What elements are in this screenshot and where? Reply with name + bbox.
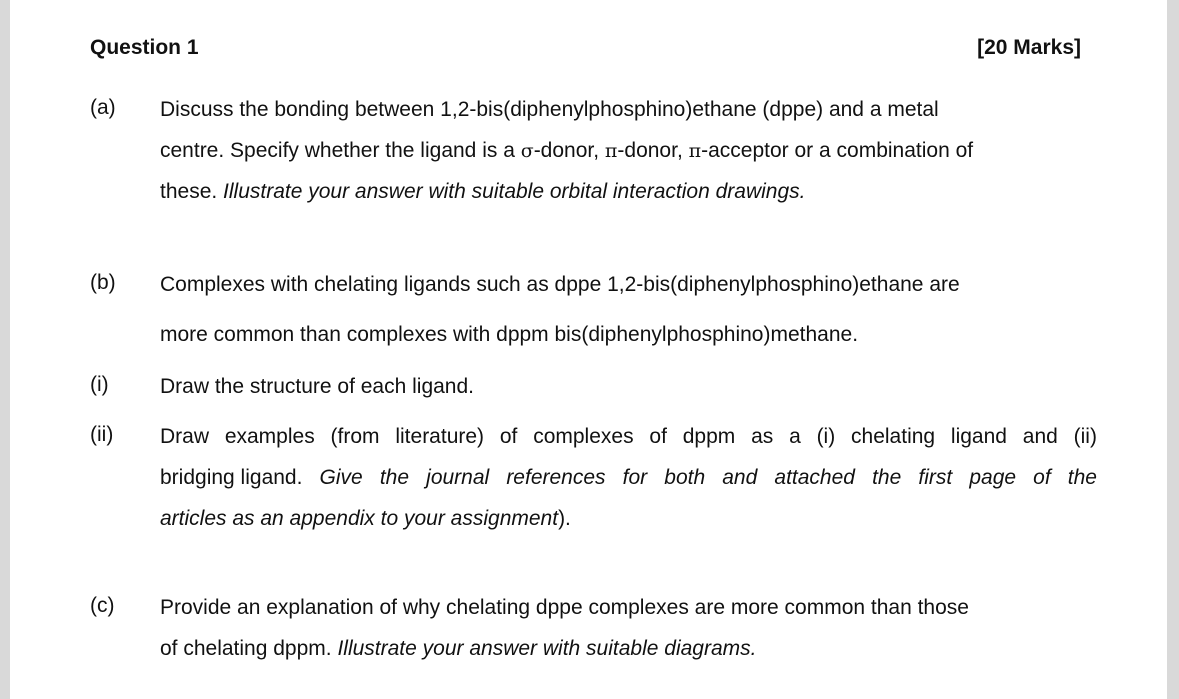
part-ii-instruction-word: the <box>872 466 902 489</box>
part-a-label: (a) <box>90 96 116 119</box>
part-b <box>90 271 1097 362</box>
part-ii-word: as <box>751 425 774 448</box>
question-header <box>90 36 1081 64</box>
part-a-line-3 <box>160 178 1097 219</box>
part-a-text <box>160 96 1097 219</box>
part-c-line-2-plain: of chelating dppm. <box>160 637 338 660</box>
part-a-instruction: Illustrate your answer with suitable orbital interaction drawings. <box>223 180 806 203</box>
part-c-instruction: Illustrate your answer with suitable diagrams. <box>337 637 757 660</box>
part-ii-word: dppm <box>682 425 736 448</box>
part-ii-word: (i) <box>816 425 836 448</box>
part-i <box>90 373 1097 414</box>
part-a-line-2-end: -acceptor or a combination of <box>701 139 974 162</box>
part-ii-word: of <box>499 425 518 448</box>
part-i-line-1: Draw the structure of each ligand. <box>160 375 474 398</box>
part-ii-instruction-word: page <box>969 466 1017 489</box>
document-page <box>10 0 1167 699</box>
part-a-line-2-donor-2: -donor, <box>617 139 689 162</box>
pi-symbol-2: π <box>688 140 702 162</box>
part-ii-instruction-end: articles as an appendix to your assignment <box>160 507 559 530</box>
question-title: Question 1 <box>90 36 199 59</box>
part-ii-label: (ii) <box>90 423 114 446</box>
question-marks: [20 Marks] <box>977 36 1081 59</box>
part-ii-word: of <box>649 425 667 448</box>
part-b-line-2: more common than complexes with dppm bis(diphenylphosphino)methane. <box>160 323 859 346</box>
part-ii-line-3-end: ). <box>558 507 571 530</box>
part-a <box>90 96 1097 219</box>
part-ii-word: (ii) <box>1073 425 1097 448</box>
part-ii-line-2 <box>160 464 1097 505</box>
part-i-label: (i) <box>90 373 109 396</box>
part-ii-instruction-word: Give <box>319 466 363 489</box>
part-ii-word: ligand <box>950 425 1007 448</box>
part-b-label: (b) <box>90 271 116 294</box>
part-ii-instruction-word: the <box>379 466 410 489</box>
part-c <box>90 594 1097 676</box>
part-a-line-3-plain: these. <box>160 180 224 203</box>
part-ii-instruction-word: first <box>918 466 953 489</box>
pi-symbol: π <box>604 140 618 162</box>
part-ii-instruction-word: and <box>722 466 758 489</box>
part-a-line-2-donor: -donor, <box>533 139 605 162</box>
part-a-line-1: Discuss the bonding between 1,2-bis(diphenylphosphino)ethane (dppe) and a metal <box>160 98 939 121</box>
part-ii-word: examples <box>224 425 315 448</box>
part-b-line-1: Complexes with chelating ligands such as dppe 1,2-bis(diphenylphosphino)ethane are <box>160 273 960 296</box>
part-c-line-2 <box>160 635 1097 676</box>
part-ii-word: complexes <box>533 425 634 448</box>
part-ii-instruction-word: of <box>1033 466 1051 489</box>
part-ii-instruction-word: journal <box>426 466 490 489</box>
part-ii-text <box>160 423 1097 546</box>
part-c-label: (c) <box>90 594 115 617</box>
part-ii-instruction-word: attached <box>774 466 855 489</box>
part-c-text <box>160 594 1097 676</box>
part-ii-instruction-word: the <box>1067 466 1097 489</box>
part-i-text <box>160 373 1097 414</box>
part-ii-word: and <box>1022 425 1058 448</box>
part-b-text <box>160 271 1097 362</box>
sigma-symbol: σ <box>520 140 534 162</box>
part-ii-word: chelating <box>851 425 936 448</box>
part-ii-word: Draw <box>160 425 210 448</box>
part-ii-line-2-plain: bridging ligand. <box>160 466 303 489</box>
part-ii-line-3 <box>160 505 1097 546</box>
part-ii-word: (from <box>330 425 380 448</box>
part-ii-instruction-word: both <box>664 466 706 489</box>
part-ii-instruction-word: for <box>622 466 648 489</box>
part-c-line-1: Provide an explanation of why chelating dppe complexes are more common than those <box>160 596 969 619</box>
part-ii <box>90 423 1097 546</box>
part-a-line-2 <box>160 137 1097 178</box>
part-ii-line-1 <box>160 423 1097 464</box>
part-a-line-2-start: centre. Specify whether the ligand is a <box>160 139 521 162</box>
part-ii-word: a <box>789 425 801 448</box>
part-ii-instruction-word: references <box>506 466 606 489</box>
part-ii-word: literature) <box>395 425 485 448</box>
